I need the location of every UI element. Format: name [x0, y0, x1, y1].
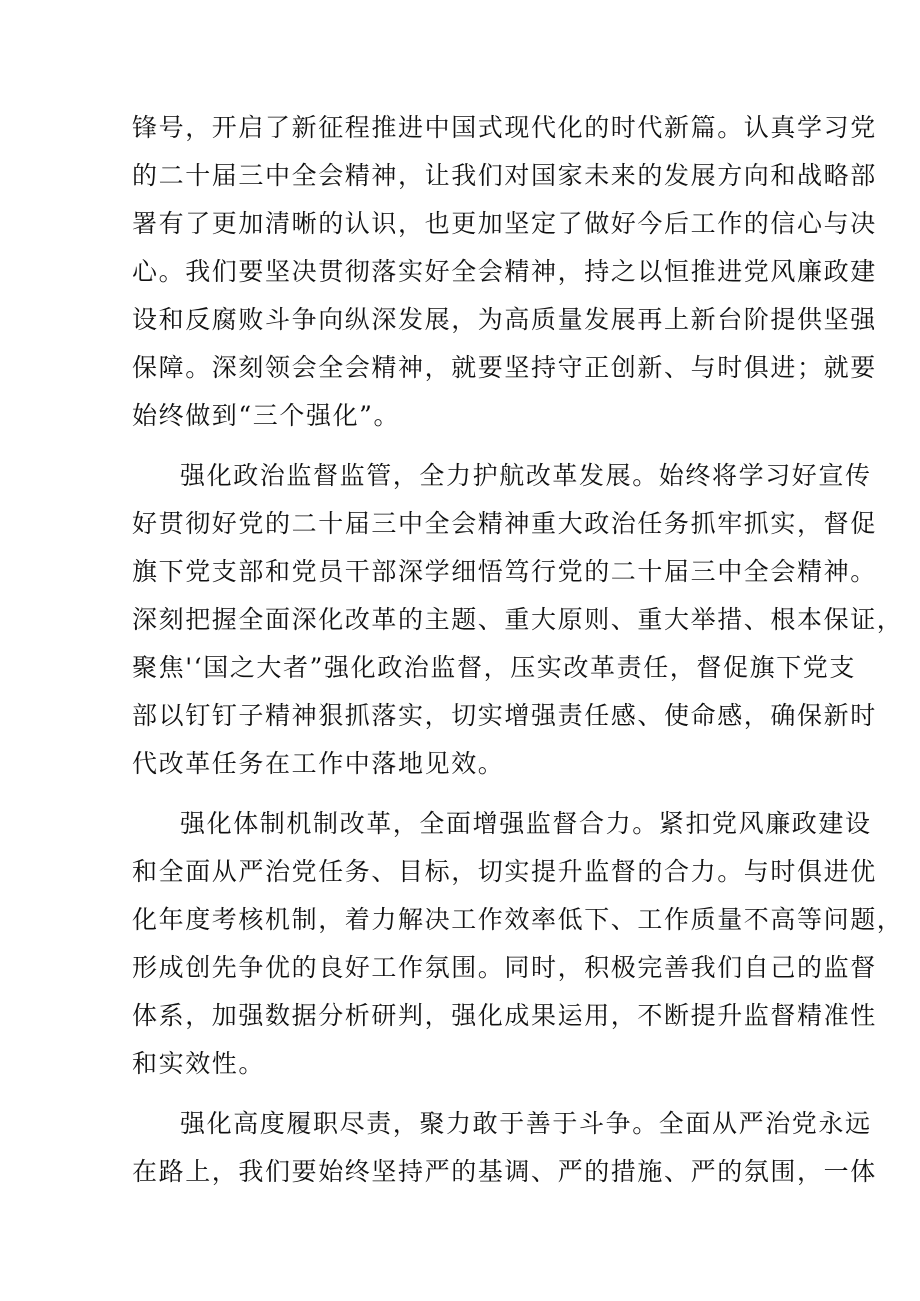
paragraph-line: 形成创先争优的良好工作氛围。同时，积极完善我们自己的监督	[132, 953, 877, 982]
paragraph-line: 强化高度履职尽责，聚力敢于善于斗争。全面从严治党永远	[180, 1109, 872, 1138]
paragraph-4	[132, 1100, 877, 1196]
paragraph-line: 在路上，我们要始终坚持严的基调、严的措施、严的氛围，一体	[132, 1157, 877, 1186]
paragraph-1	[132, 104, 877, 440]
paragraph-line: 聚焦'‘国之大者”强化政治监督，压实改革责任，督促旗下党支	[132, 653, 857, 682]
paragraph-line: 深刻把握全面深化改革的主题、重大原则、重大举措、根本保证，	[132, 605, 904, 634]
paragraph-line: 设和反腐败斗争向纵深发展，为高质量发展再上新台阶提供坚强	[132, 305, 877, 334]
paragraph-line: 代改革任务在工作中落地见效。	[132, 749, 505, 778]
paragraph-line: 锋号，开启了新征程推进中国式现代化的时代新篇。认真学习党	[132, 113, 877, 142]
paragraph-2	[132, 452, 904, 788]
paragraph-line: 的二十届三中全会精神，让我们对国家未来的发展方向和战略部	[132, 161, 877, 190]
paragraph-3	[132, 800, 904, 1088]
paragraph-line: 始终做到“三个强化”。	[132, 401, 401, 430]
paragraph-line: 心。我们要坚决贯彻落实好全会精神，持之以恒推进党风廉政建	[132, 257, 877, 286]
paragraph-line: 强化体制机制改革，全面增强监督合力。紧扣党风廉政建设	[180, 809, 872, 838]
paragraph-line: 和全面从严治党任务、目标，切实提升监督的合力。与时俱进优	[132, 857, 877, 886]
paragraph-line: 旗下党支部和党员干部深学细悟笃行党的二十届三中全会精神。	[132, 557, 877, 586]
paragraph-line: 署有了更加清晰的认识，也更加坚定了做好今后工作的信心与决	[132, 209, 877, 238]
paragraph-line: 保障。深刻领会全会精神，就要坚持守正创新、与时俱进；就要	[132, 353, 877, 382]
paragraph-line: 强化政治监督监管，全力护航改革发展。始终将学习好宣传	[180, 461, 872, 490]
paragraph-line: 好贯彻好党的二十届三中全会精神重大政治任务抓牢抓实，督促	[132, 509, 877, 538]
paragraph-line: 和实效性。	[132, 1049, 266, 1078]
paragraph-line: 体系，加强数据分析研判，强化成果运用，不断提升监督精准性	[132, 1001, 877, 1030]
paragraph-line: 化年度考核机制，着力解决工作效率低下、工作质量不高等问题，	[132, 905, 904, 934]
paragraph-line: 部以钉钉子精神狠抓落实，切实增强责任感、使命感，确保新时	[132, 701, 877, 730]
